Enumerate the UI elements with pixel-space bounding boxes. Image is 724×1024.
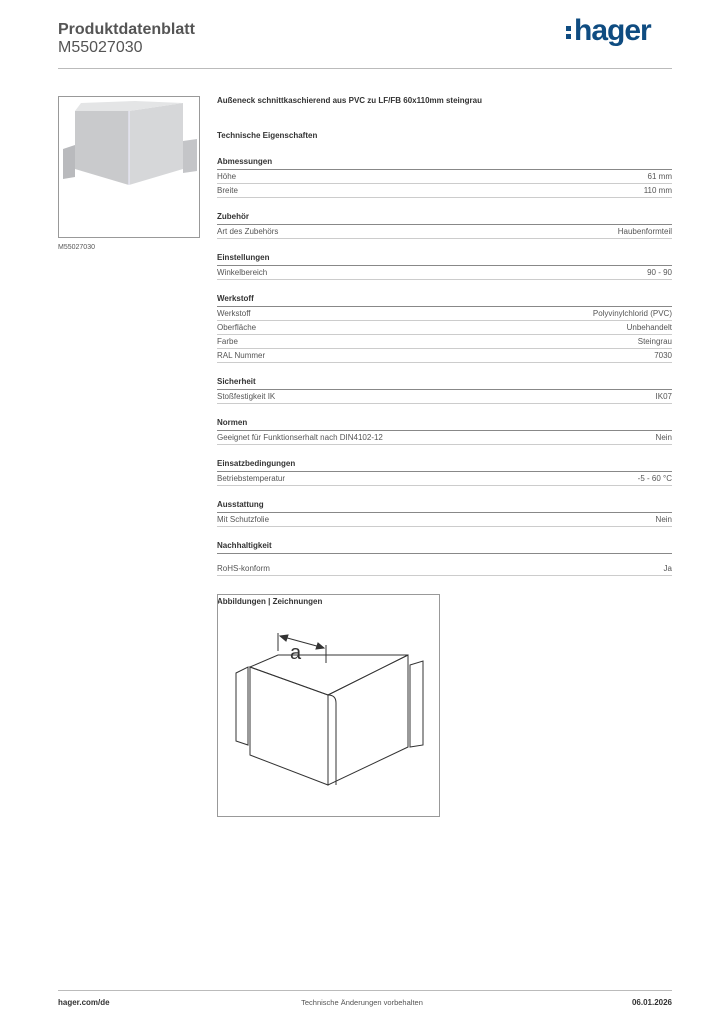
spec-section: [217, 459, 672, 486]
page-title: Produktdatenblatt: [58, 21, 195, 38]
spec-value: Polyvinylchlorid (PVC): [592, 309, 672, 318]
spec-label: Art des Zubehörs: [217, 227, 279, 236]
section-title: Sicherheit: [217, 377, 672, 390]
spec-row: [217, 225, 672, 239]
spec-value: Ja: [663, 564, 672, 573]
spec-row: [217, 431, 672, 445]
spec-row: [217, 513, 672, 527]
section-title: Einstellungen: [217, 253, 672, 266]
spec-value: Nein: [655, 515, 672, 524]
spec-value: 61 mm: [647, 172, 672, 181]
spec-content: [217, 96, 672, 606]
spec-sections: [217, 157, 672, 576]
section-title: Einsatzbedingungen: [217, 459, 672, 472]
spec-label: RAL Nummer: [217, 351, 266, 360]
spec-row: [217, 349, 672, 363]
spec-row: [217, 390, 672, 404]
spec-label: Höhe: [217, 172, 237, 181]
logo-dots-icon: [566, 23, 572, 42]
section-title: Zubehör: [217, 212, 672, 225]
section-title: Normen: [217, 418, 672, 431]
spec-label: Farbe: [217, 337, 238, 346]
spec-row: [217, 321, 672, 335]
corner-drawing-icon: [218, 595, 439, 816]
footer-website-link[interactable]: hager.com/de: [58, 998, 110, 1007]
spec-value: 90 - 90: [647, 268, 672, 277]
technical-drawing: [217, 594, 440, 817]
spec-value: Steingrau: [637, 337, 672, 346]
section-title: Nachhaltigkeit: [217, 541, 672, 554]
spec-section: [217, 500, 672, 527]
footer-disclaimer: Technische Änderungen vorbehalten: [301, 998, 423, 1007]
footer-date: 06.01.2026: [631, 998, 672, 1007]
spec-section: [217, 157, 672, 198]
spec-label: Breite: [217, 186, 238, 195]
spec-section: [217, 377, 672, 404]
spec-row: [217, 307, 672, 321]
spec-value: 110 mm: [643, 186, 672, 195]
product-description: Außeneck schnittkaschierend aus PVC zu LF/FB 60x110mm steingrau: [217, 96, 482, 105]
spec-label: RoHS-konform: [217, 564, 270, 573]
spec-value: Haubenformteil: [617, 227, 672, 236]
spec-value: IK07: [655, 392, 672, 401]
spec-label: Geeignet für Funktionserhalt nach DIN4102-12: [217, 433, 383, 442]
spec-row: [217, 170, 672, 184]
footer-divider: [58, 990, 672, 991]
section-title: Abmessungen: [217, 157, 672, 170]
spec-label: Stoßfestigkeit IK: [217, 392, 276, 401]
spec-row: [217, 472, 672, 486]
dimension-label: a: [290, 642, 302, 664]
product-image-icon: [59, 97, 199, 237]
hager-logo: [566, 14, 651, 48]
spec-section: [217, 541, 672, 576]
spec-label: Betriebstemperatur: [217, 474, 286, 483]
spec-value: 7030: [654, 351, 672, 360]
spec-value: -5 - 60 °C: [637, 474, 672, 483]
spec-row: [217, 335, 672, 349]
logo-text: hager: [574, 14, 651, 47]
spec-section: [217, 418, 672, 445]
tech-heading: Technische Eigenschaften: [217, 131, 318, 140]
drawings-heading: Abbildungen | Zeichnungen: [217, 597, 323, 606]
spec-value: Nein: [655, 433, 672, 442]
spec-row: [217, 562, 672, 576]
product-thumbnail: [58, 96, 200, 238]
section-title: Werkstoff: [217, 294, 672, 307]
spec-label: Mit Schutzfolie: [217, 515, 270, 524]
spec-section: [217, 294, 672, 363]
thumbnail-caption: M55027030: [58, 244, 95, 251]
spec-label: Winkelbereich: [217, 268, 268, 277]
section-title: Ausstattung: [217, 500, 672, 513]
spec-label: Werkstoff: [217, 309, 251, 318]
spec-row: [217, 266, 672, 280]
header-divider: [58, 68, 672, 69]
spec-row: [217, 184, 672, 198]
spec-section: [217, 253, 672, 280]
spec-section: [217, 212, 672, 239]
article-number: M55027030: [58, 39, 143, 56]
spec-value: Unbehandelt: [626, 323, 672, 332]
spec-label: Oberfläche: [217, 323, 257, 332]
